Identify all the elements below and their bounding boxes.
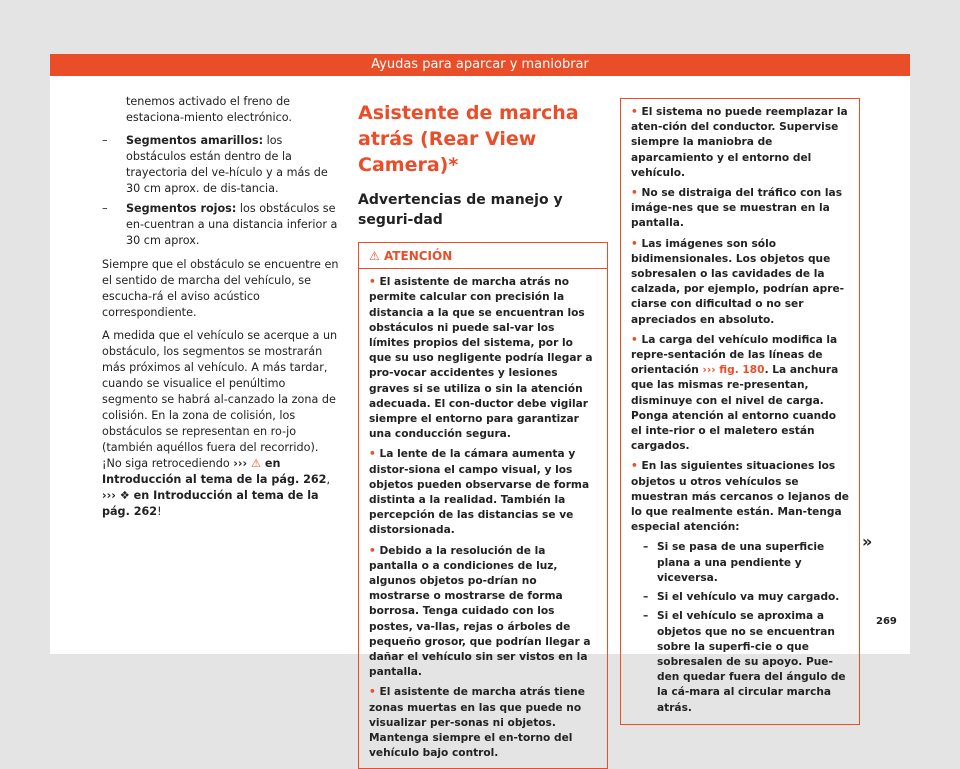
warning-item	[631, 333, 849, 455]
dash-marker: –	[102, 202, 108, 215]
warning-text: Las imágenes son sólo bidimensionales. Los objetos que sobresalen o las cavidades de la calzada, por ejemplo, podrían apre-ciarse con dificultad o no ser apreciados en absoluto.	[631, 237, 845, 326]
warning-triangle-icon: ⚠	[251, 457, 262, 470]
bullet-dot: •	[631, 187, 638, 200]
sub-item-text: Si el vehículo va muy cargado.	[657, 591, 840, 604]
bullet-dot: •	[631, 106, 638, 118]
sub-item-text: Si se pasa de una superficie plana a una pendiente y viceversa.	[657, 541, 825, 584]
bullet-dot: •	[369, 686, 376, 699]
warning-text: En las siguientes situaciones los objetos u otros vehículos se muestran más cercanos o lejanos de lo que realmente están. Man-tenga especial atención:	[631, 460, 849, 534]
dash-marker: –	[643, 541, 649, 554]
page-number: 269	[876, 616, 897, 627]
warning-text: Debido a la resolución de la pantalla o a condiciones de luz, algunos objetos po-drían no mostrarse o mostrarse de forma borrosa. Tenga cuidado con los postes, va-llas, rejas o árboles de pequeño grosor, que podrían llegar a dañar el vehículo sin ser vistos en la pantalla.	[369, 544, 591, 679]
warning-text: El sistema no puede reemplazar la aten-ción del conductor. Supervise siempre la maniobra de aparcamiento y el entorno del vehículo.	[631, 106, 848, 179]
list-item	[102, 201, 340, 249]
warning-box-body	[621, 99, 859, 724]
page-header: Ayudas para aparcar y maniobrar	[50, 54, 910, 76]
warning-text: La lente de la cámara aumenta y distor-siona el campo visual, y los objetos pueden observarse de forma distinta a la realidad. También la percepción de las distancias se ve distorsionada.	[369, 448, 590, 537]
warning-text: El asistente de marcha atrás tiene zonas muertas en las que puede no visualizar per-sonas ni objetos. Mantenga siempre el en-torno del vehículo bajo control.	[369, 686, 585, 760]
item-text: los obstáculos se en-cuentran a una distancia inferior a 30 cm aprox.	[126, 202, 338, 247]
warning-item	[631, 105, 849, 181]
warning-box-body	[359, 269, 607, 767]
warning-item	[369, 544, 597, 681]
sub-item-text: Si el vehículo se aproxima a objetos que no se encuentran sobre la superfi-cie o que sobresalen de su apoyo. Pue-den quedar fuera del ángulo de la cá-mara al circular marcha atrás.	[657, 610, 846, 714]
bullet-dot: •	[369, 544, 376, 557]
ref-text: en Introducción al tema de la pág. 262	[102, 457, 327, 486]
column-left	[102, 94, 340, 527]
warning-text: El asistente de marcha atrás no permite calcular con precisión la distancia a la que se encuentran los obstáculos ni puede sal-var los límites propios del sistema, por lo que su uso negligente podría llegar a pro-vocar accidentes y lesiones graves si se utiliza o sin la atención adecuada. El con-ductor debe vigilar siempre el entorno para garantizar una conducción segura.	[369, 276, 593, 441]
list-item	[102, 133, 340, 197]
warning-box-header	[359, 243, 607, 269]
item-text: los obstáculos están dentro de la trayectoria del ve-hículo y a más de 30 cm aprox. de dis-tancia.	[126, 134, 328, 195]
section-subtitle: Advertencias de manejo y seguri-dad	[358, 192, 563, 228]
warning-item	[631, 237, 849, 328]
warning-box	[358, 242, 608, 769]
warning-box-continued	[620, 98, 860, 725]
warning-item	[369, 685, 597, 761]
ref-text: en Introducción al tema de la pág. 262	[102, 489, 319, 518]
sub-list-item	[631, 609, 849, 715]
ref-arrows: ›››	[102, 489, 116, 502]
warning-text: No se distraiga del tráfico con las imáge-nes que se muestran en la pantalla.	[631, 187, 843, 230]
sub-list-item	[631, 590, 849, 605]
continued-text: tenemos activado el freno de estaciona-miento electrónico.	[126, 95, 292, 124]
section-title: Asistente de marcha atrás (Rear View Camera)*	[358, 102, 579, 176]
item-label: Segmentos amarillos:	[126, 134, 264, 147]
figure-link[interactable]: ››› fig. 180	[702, 364, 765, 377]
column-middle	[358, 94, 608, 769]
bullet-dot: •	[631, 460, 638, 473]
warning-triangle-icon: ⚠	[369, 249, 380, 263]
warning-box-title: ATENCIÓN	[383, 249, 453, 263]
manual-page	[50, 54, 910, 760]
warning-text: . La anchura que las mismas re-presentan, disminuye con el nivel de carga. Ponga atención al entorno cuando el inte-rior o el maletero están cargados.	[631, 364, 839, 453]
dash-marker: –	[643, 610, 649, 623]
column-right	[620, 98, 860, 725]
bullet-dot: •	[631, 237, 638, 250]
item-label: Segmentos rojos:	[126, 202, 237, 215]
sub-list-item	[631, 540, 849, 586]
dash-marker: –	[102, 134, 108, 147]
paragraph-end: !	[157, 505, 162, 518]
warning-item	[631, 459, 849, 535]
continued-marker: »	[862, 532, 873, 551]
info-circle-icon: ❖	[119, 489, 130, 502]
ref-separator: ,	[326, 473, 331, 486]
warning-item	[369, 275, 597, 442]
paragraph-text: A medida que el vehículo se acerque a un obstáculo, los segmentos se mostrarán más próximos al vehículo. A más tardar, cuando se visualice el penúltimo segmento se habrá al-canzado la zona de colisión. En la zona de colisión, los obstáculos se representan en ro-jo (también aquéllos fuera del recorrido). ¡No siga retrocediendo	[102, 329, 338, 470]
paragraph: Siempre que el obstáculo se encuentre en el sentido de marcha del vehículo, se escucha-rá el aviso acústico correspondiente.	[102, 258, 339, 319]
dash-marker: –	[643, 591, 649, 604]
paragraph	[102, 328, 340, 520]
bullet-dot: •	[369, 276, 376, 289]
warning-item	[369, 447, 597, 538]
warning-item	[631, 186, 849, 232]
warning-text: La carga del vehículo modifica la repre-sentación de las líneas de orientación	[631, 333, 838, 377]
bullet-dot: •	[631, 333, 638, 346]
bullet-dot: •	[369, 448, 376, 461]
cross-reference-link[interactable]	[102, 489, 319, 518]
ref-arrows: ›››	[233, 457, 248, 470]
